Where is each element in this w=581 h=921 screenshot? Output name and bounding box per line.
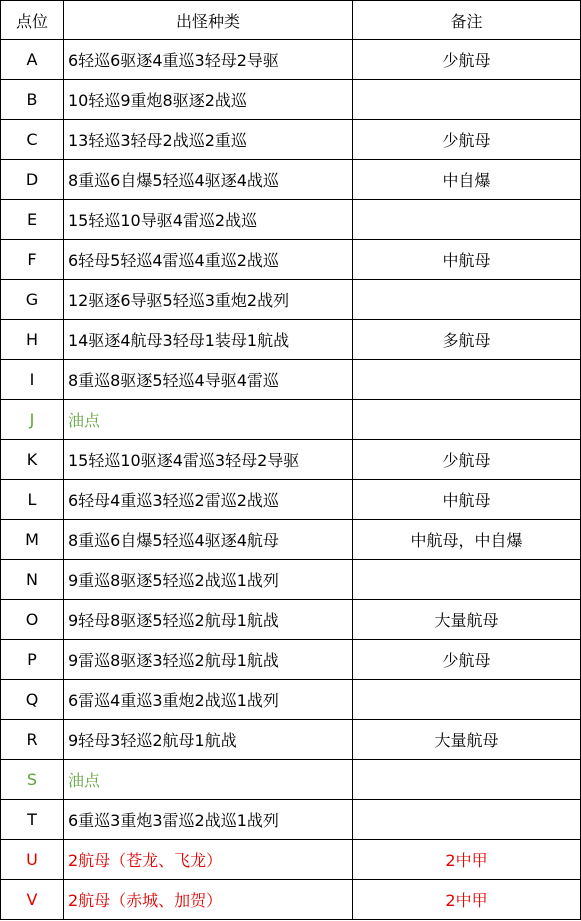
- note-cell: 中自爆: [353, 160, 581, 200]
- header-enemy: 出怪种类: [64, 1, 353, 40]
- note-cell: [353, 560, 581, 600]
- table-row: [1, 840, 581, 880]
- table-row: [1, 880, 581, 920]
- table-row: [1, 160, 581, 200]
- enemy-cell: 9轻母3轻巡2航母1航战: [64, 720, 353, 760]
- enemy-cell: 15轻巡10导驱4雷巡2战巡: [64, 200, 353, 240]
- note-cell: [353, 760, 581, 800]
- point-cell: J: [1, 400, 64, 440]
- enemy-cell: 9轻母8驱逐5轻巡2航母1航战: [64, 600, 353, 640]
- enemy-cell: 8重巡8驱逐5轻巡4导驱4雷巡: [64, 360, 353, 400]
- enemy-cell: 9重巡8驱逐5轻巡2战巡1战列: [64, 560, 353, 600]
- note-cell: 2中甲: [353, 880, 581, 920]
- table-row: [1, 760, 581, 800]
- note-cell: 大量航母: [353, 720, 581, 760]
- enemy-cell: 6重巡3重炮3雷巡2战巡1战列: [64, 800, 353, 840]
- table-row: [1, 200, 581, 240]
- point-cell: A: [1, 40, 64, 80]
- point-cell: L: [1, 480, 64, 520]
- table-row: [1, 600, 581, 640]
- note-cell: [353, 680, 581, 720]
- note-cell: [353, 280, 581, 320]
- note-cell: 中航母，中自爆: [353, 520, 581, 560]
- note-cell: [353, 200, 581, 240]
- header-row: [1, 1, 581, 40]
- point-cell: F: [1, 240, 64, 280]
- enemy-cell: 14驱逐4航母3轻母1装母1航战: [64, 320, 353, 360]
- table-row: [1, 640, 581, 680]
- note-cell: 2中甲: [353, 840, 581, 880]
- point-cell: D: [1, 160, 64, 200]
- point-cell: K: [1, 440, 64, 480]
- table-row: [1, 440, 581, 480]
- point-cell: E: [1, 200, 64, 240]
- enemy-cell: 13轻巡3轻母2战巡2重巡: [64, 120, 353, 160]
- point-cell: I: [1, 360, 64, 400]
- point-cell: V: [1, 880, 64, 920]
- note-cell: 大量航母: [353, 600, 581, 640]
- table-row: [1, 480, 581, 520]
- table-row: [1, 40, 581, 80]
- table-row: [1, 400, 581, 440]
- note-cell: 少航母: [353, 120, 581, 160]
- table-row: [1, 320, 581, 360]
- table-row: [1, 360, 581, 400]
- point-cell: N: [1, 560, 64, 600]
- point-cell: G: [1, 280, 64, 320]
- note-cell: 中航母: [353, 480, 581, 520]
- point-cell: B: [1, 80, 64, 120]
- note-cell: [353, 400, 581, 440]
- table-row: [1, 280, 581, 320]
- note-cell: 中航母: [353, 240, 581, 280]
- note-cell: 少航母: [353, 440, 581, 480]
- table-row: [1, 800, 581, 840]
- point-cell: C: [1, 120, 64, 160]
- note-cell: 少航母: [353, 40, 581, 80]
- point-cell: U: [1, 840, 64, 880]
- table-row: [1, 120, 581, 160]
- enemy-cell: 2航母（苍龙、飞龙）: [64, 840, 353, 880]
- table-row: [1, 520, 581, 560]
- point-cell: H: [1, 320, 64, 360]
- table-row: [1, 720, 581, 760]
- table-row: [1, 240, 581, 280]
- point-cell: O: [1, 600, 64, 640]
- table-body: [1, 40, 581, 920]
- point-cell: M: [1, 520, 64, 560]
- enemy-cell: 6雷巡4重巡3重炮2战巡1战列: [64, 680, 353, 720]
- enemy-cell: 6轻巡6驱逐4重巡3轻母2导驱: [64, 40, 353, 80]
- enemy-cell: 油点: [64, 400, 353, 440]
- point-cell: T: [1, 800, 64, 840]
- header-point: 点位: [1, 1, 64, 40]
- point-cell: Q: [1, 680, 64, 720]
- enemy-cell: 8重巡6自爆5轻巡4驱逐4战巡: [64, 160, 353, 200]
- enemy-cell: 油点: [64, 760, 353, 800]
- note-cell: 多航母: [353, 320, 581, 360]
- table-row: [1, 80, 581, 120]
- enemy-cell: 6轻母4重巡3轻巡2雷巡2战巡: [64, 480, 353, 520]
- enemy-cell: 9雷巡8驱逐3轻巡2航母1航战: [64, 640, 353, 680]
- note-cell: [353, 360, 581, 400]
- table-row: [1, 680, 581, 720]
- note-cell: [353, 800, 581, 840]
- table-row: [1, 560, 581, 600]
- note-cell: 少航母: [353, 640, 581, 680]
- point-cell: S: [1, 760, 64, 800]
- header-note: 备注: [353, 1, 581, 40]
- note-cell: [353, 80, 581, 120]
- enemy-cell: 12驱逐6导驱5轻巡3重炮2战列: [64, 280, 353, 320]
- point-cell: P: [1, 640, 64, 680]
- enemy-cell: 2航母（赤城、加贺）: [64, 880, 353, 920]
- point-cell: R: [1, 720, 64, 760]
- enemy-cell: 15轻巡10驱逐4雷巡3轻母2导驱: [64, 440, 353, 480]
- enemy-cell: 8重巡6自爆5轻巡4驱逐4航母: [64, 520, 353, 560]
- enemy-cell: 10轻巡9重炮8驱逐2战巡: [64, 80, 353, 120]
- enemy-cell: 6轻母5轻巡4雷巡4重巡2战巡: [64, 240, 353, 280]
